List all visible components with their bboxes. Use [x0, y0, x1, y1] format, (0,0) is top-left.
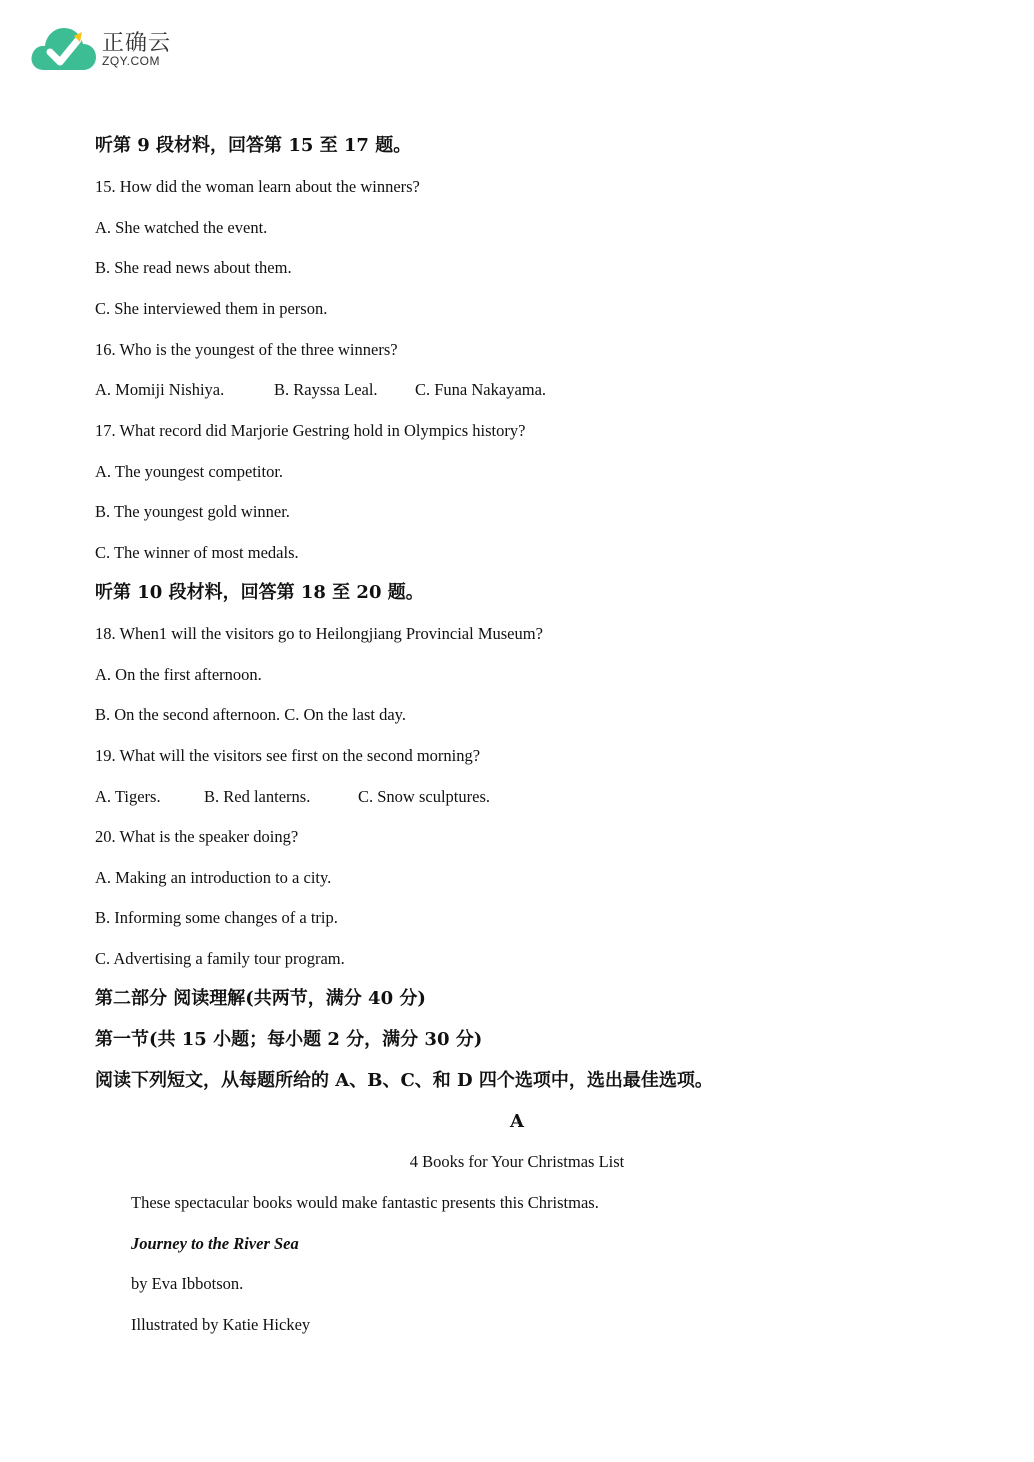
question-20: 20. What is the speaker doing?	[95, 827, 299, 846]
option-20b: B. Informing some changes of a trip.	[95, 908, 338, 927]
book1-author: by Eva Ibbotson.	[131, 1274, 244, 1293]
option-16a: A. Momiji Nishiya.	[95, 380, 225, 399]
section-heading-9: 听第 9 段材料，回答第 15 至 17 题。	[95, 135, 412, 156]
question-17: 17. What record did Marjorie Gestring hold in Olympics history?	[95, 421, 526, 440]
part2-heading: 第二部分 阅读理解(共两节，满分 40 分)	[95, 988, 426, 1009]
option-17b: B. The youngest gold winner.	[95, 502, 290, 521]
options-19	[95, 787, 490, 807]
option-17a: A. The youngest competitor.	[95, 462, 284, 481]
option-18a: A. On the first afternoon.	[95, 665, 262, 684]
section-heading-10: 听第 10 段材料，回答第 18 至 20 题。	[95, 582, 424, 603]
section1-heading: 第一节(共 15 小题；每小题 2 分，满分 30 分)	[95, 1029, 483, 1050]
option-19c: C. Snow sculptures.	[358, 787, 490, 806]
cloud-check-icon	[30, 22, 98, 74]
zqy-logo	[30, 22, 180, 74]
logo-name: 正确云	[102, 31, 172, 56]
option-16b: B. Rayssa Leal.	[274, 380, 378, 399]
passage-title: 4 Books for Your Christmas List	[409, 1152, 625, 1171]
book1-title: Journey to the River Sea	[131, 1234, 299, 1253]
logo-domain: ZQY.COM	[102, 54, 160, 68]
passage-letter: A	[510, 1111, 524, 1132]
option-20c: C. Advertising a family tour program.	[95, 949, 345, 968]
question-16: 16. Who is the youngest of the three winners?	[95, 340, 398, 359]
option-18bc: B. On the second afternoon. C. On the last day.	[95, 705, 406, 724]
reading-instruction: 阅读下列短文，从每题所给的 A、B、C、和 D 四个选项中，选出最佳选项。	[95, 1070, 713, 1091]
option-20a: A. Making an introduction to a city.	[95, 868, 332, 887]
question-18: 18. When1 will the visitors go to Heilongjiang Provincial Museum?	[95, 624, 543, 643]
option-15c: C. She interviewed them in person.	[95, 299, 328, 318]
book1-illustrator: Illustrated by Katie Hickey	[131, 1315, 311, 1334]
option-15a: A. She watched the event.	[95, 218, 268, 237]
option-19a: A. Tigers.	[95, 787, 161, 806]
option-17c: C. The winner of most medals.	[95, 543, 299, 562]
option-15b: B. She read news about them.	[95, 258, 292, 277]
passage-intro: These spectacular books would make fantastic presents this Christmas.	[131, 1193, 599, 1212]
option-19b: B. Red lanterns.	[204, 787, 311, 806]
question-19: 19. What will the visitors see first on the second morning?	[95, 746, 481, 765]
options-16	[95, 380, 546, 400]
option-16c: C. Funa Nakayama.	[415, 380, 547, 399]
question-15: 15. How did the woman learn about the winners?	[95, 177, 420, 196]
